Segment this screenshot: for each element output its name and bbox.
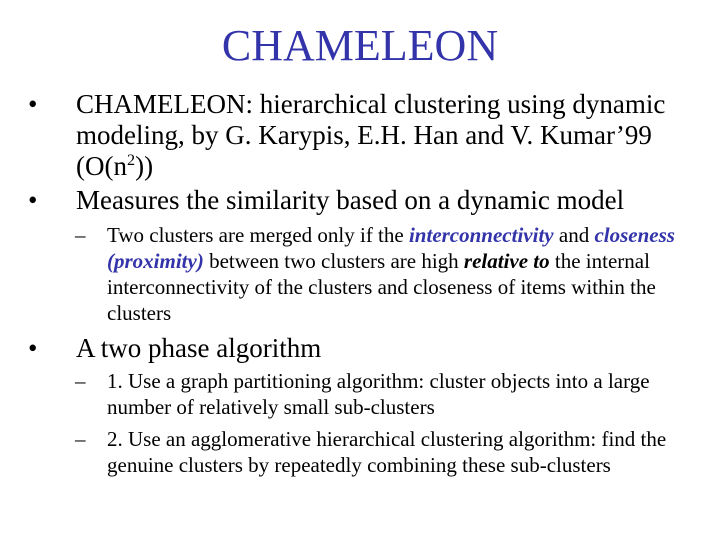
superscript: 2 bbox=[126, 151, 136, 169]
sub-bullet-merge-rule bbox=[75, 222, 695, 326]
sub-bullet-marker: – bbox=[75, 427, 86, 451]
slide-title: CHAMELEON bbox=[221, 21, 499, 70]
bullet-text: CHAMELEON: hierarchical clustering using dynamic modeling, by G. Karypis, E.H. Han and V. Kumar’99 $(O(n^2))$ bbox=[76, 89, 666, 181]
sub-bullet-text: Two clusters are merged only if the interconnectivity and closeness (proximity) between two clusters are high relative to the internal interconnectivity of the clusters and closeness of items within the clusters bbox=[107, 223, 675, 325]
sub-bullet-text: 1. Use a graph partitioning algorithm: cluster objects into a large number of relatively small sub-clusters bbox=[107, 369, 650, 419]
bullet-marker: • bbox=[28, 89, 38, 119]
bullet-text: A two phase algorithm bbox=[76, 333, 322, 363]
term-closeness: closeness (proximity) bbox=[107, 223, 675, 273]
sub-bullet-marker: – bbox=[75, 369, 86, 393]
bullet-text: Measures the similarity based on a dynamic model bbox=[76, 185, 625, 215]
term-relative-to: relative to bbox=[463, 249, 550, 273]
sub-bullet-phase-2 bbox=[75, 426, 695, 478]
bullet-marker: • bbox=[28, 333, 38, 363]
sub-bullet-marker: – bbox=[75, 223, 86, 247]
bullet-two-phase bbox=[28, 333, 708, 364]
bullet-chameleon bbox=[28, 89, 708, 182]
sub-bullet-text: 2. Use an agglomerative hierarchical clustering algorithm: find the genuine clusters by repeatedly combining these sub-clusters bbox=[107, 427, 667, 477]
bullet-marker: • bbox=[28, 185, 38, 215]
bullet-measures bbox=[28, 185, 708, 216]
sub-bullet-phase-1 bbox=[75, 368, 695, 420]
term-interconnectivity: interconnectivity bbox=[408, 223, 554, 247]
